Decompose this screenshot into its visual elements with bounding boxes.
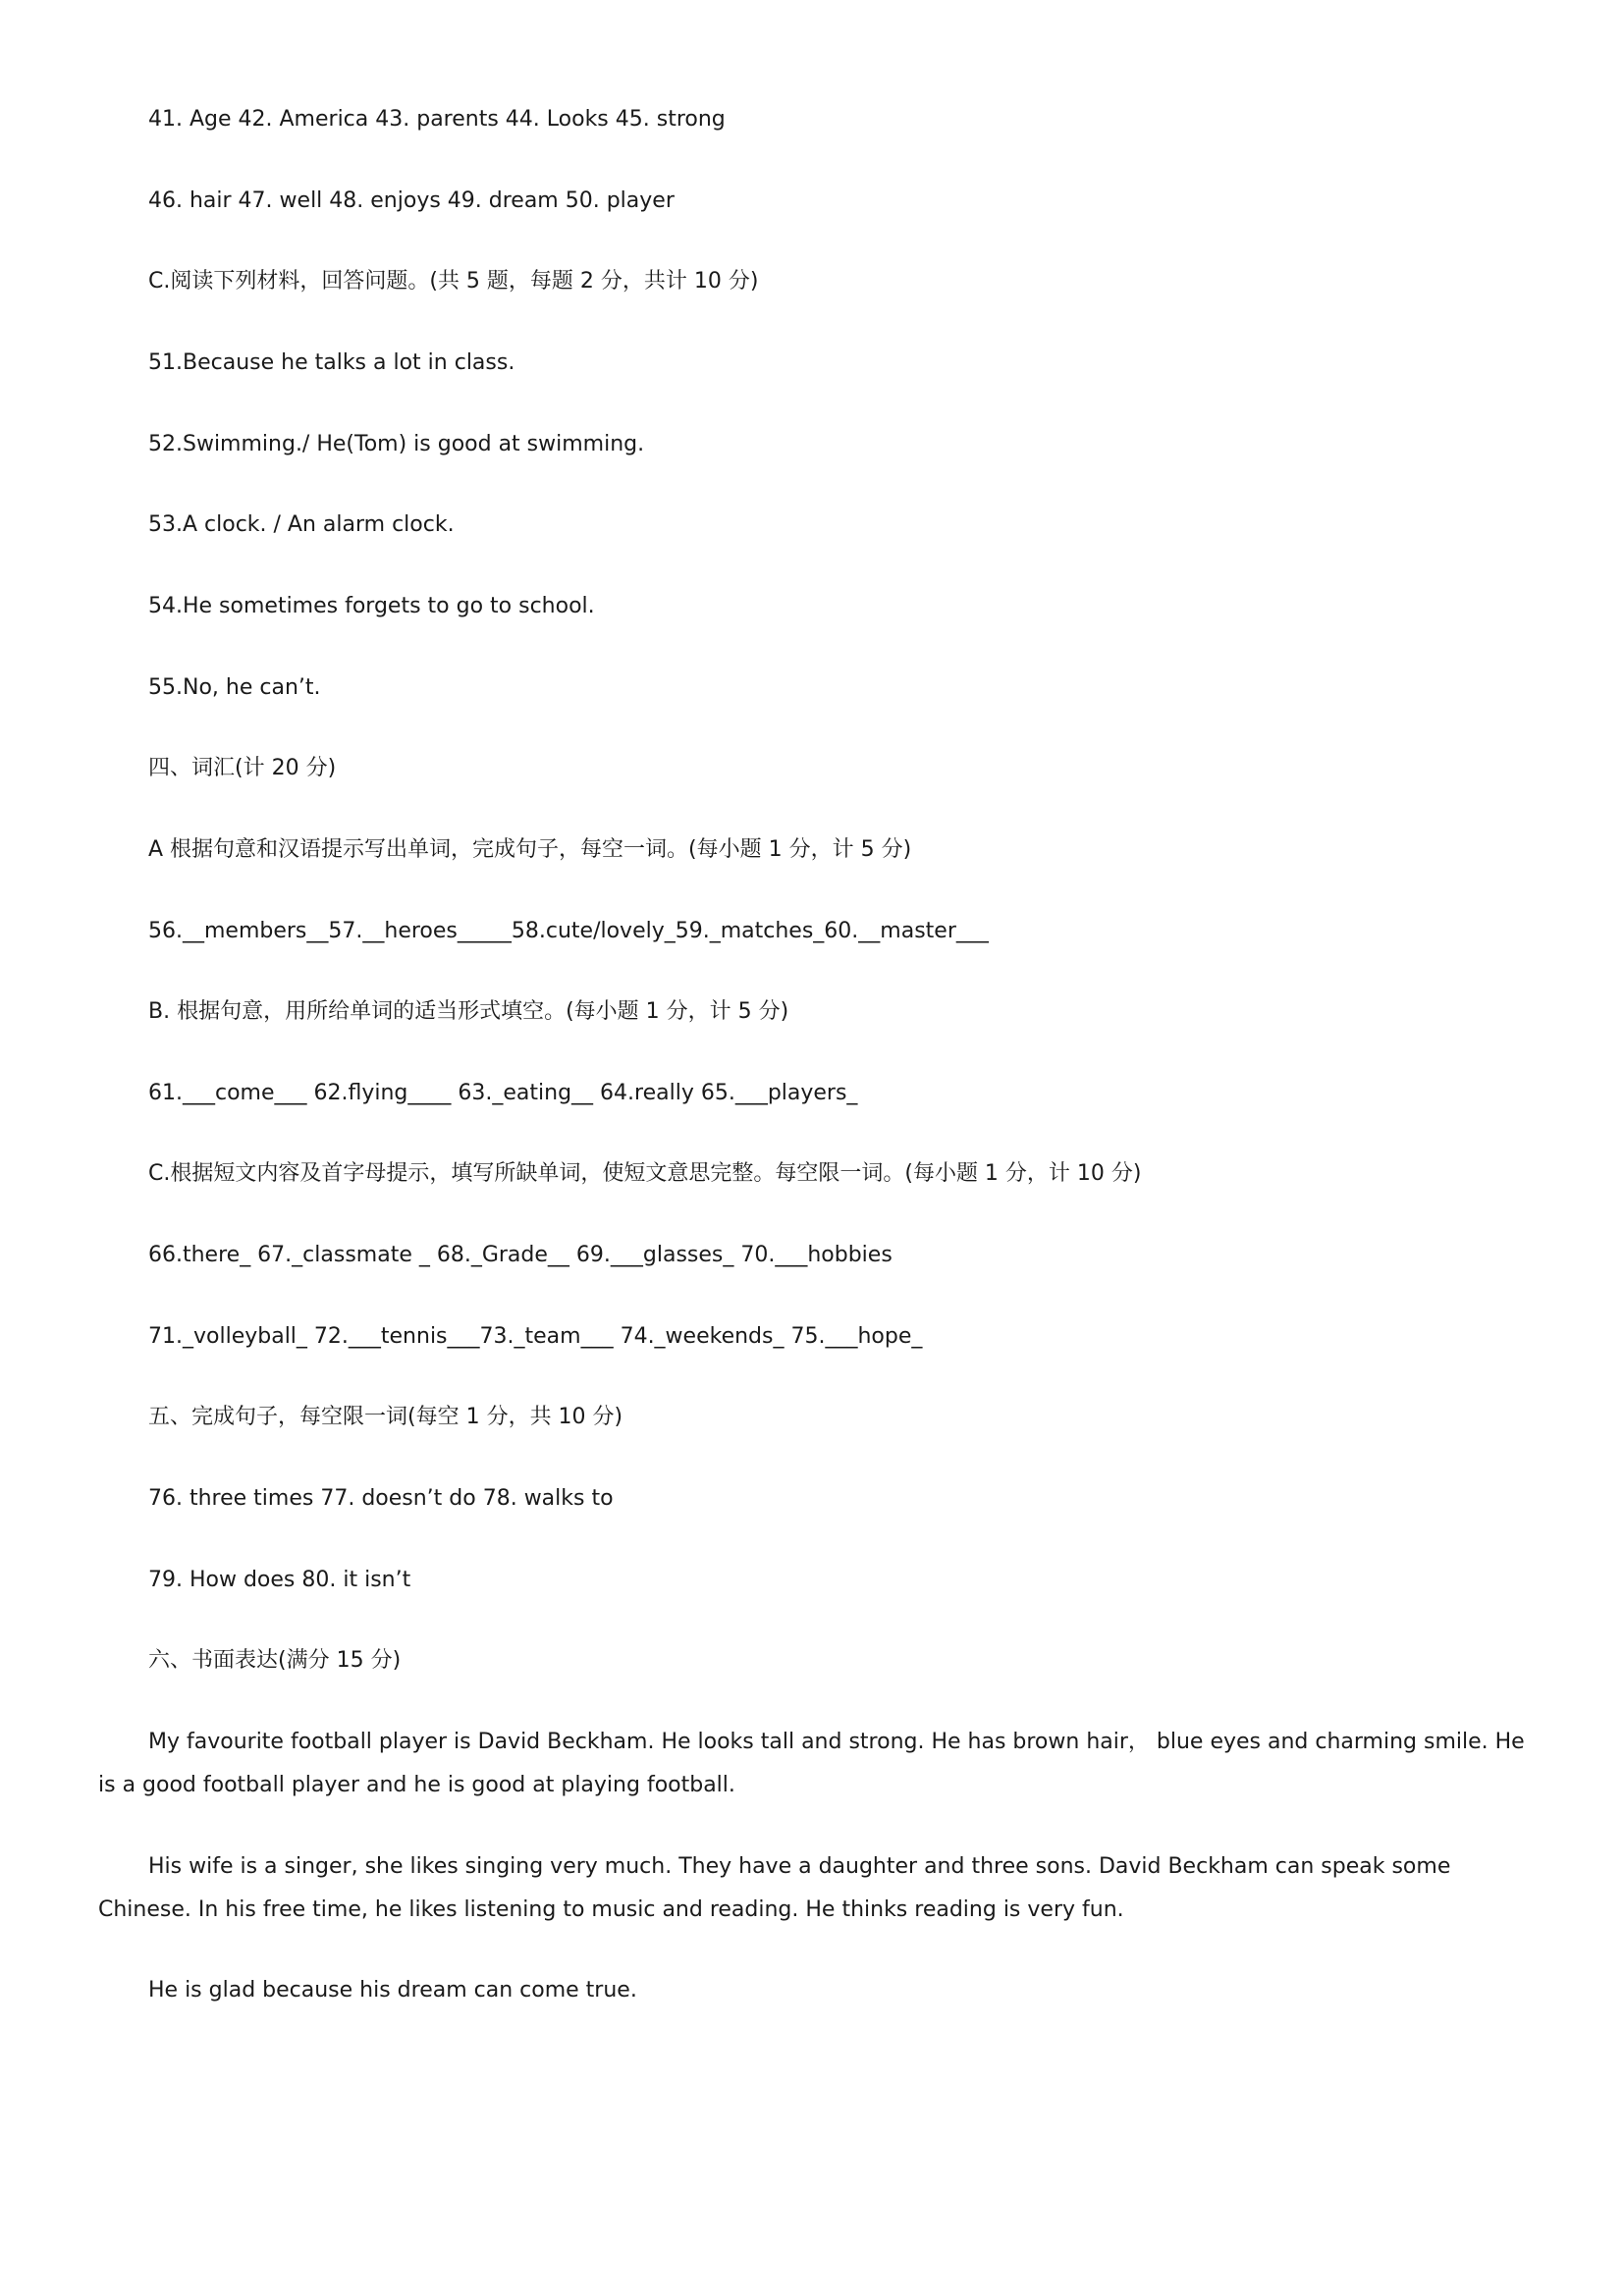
section-6-writing-heading: 六、书面表达(满分 15 分) [148,1648,402,1673]
answers-71-75: 71._volleyball_ 72.___tennis___73._team___ 74._weekends_ 75.___hope_ [148,1324,923,1349]
essay-paragraph-2: His wife is a singer, she likes singing very much. They have a daughter and three sons. David Beckham can speak some Chinese. In his free time, he likes listening to music and reading. He thinks reading is very fun. [98,1854,1451,1922]
section-5-heading: 五、完成句子，每空限一词(每空 1 分，共 10 分) [148,1405,623,1429]
answers-66-70: 66.there_ 67._classmate _ 68._Grade__ 69.___glasses_ 70.___hobbies [148,1243,893,1267]
answers-79-80: 79. How does 80. it isn’t [148,1568,411,1592]
answer-51: 51.Because he talks a lot in class. [148,350,515,375]
answers-56-60: 56.__members__57.__heroes_____58.cute/lovely_59._matches_60.__master___ [148,919,989,943]
essay-paragraph-1: My favourite football player is David Beckham. He looks tall and strong. He has brown hair， blue eyes and charming smile. He is a good football player and he is good at playing football. [98,1730,1525,1797]
part-b-instructions: B. 根据句意，用所给单词的适当形式填空。(每小题 1 分，计 5 分) [148,999,789,1024]
answer-55: 55.No, he can’t. [148,675,321,700]
section-4-vocabulary-heading: 四、词汇(计 20 分) [148,756,337,780]
section-c-reading-heading: C.阅读下列材料，回答问题。(共 5 题，每题 2 分，共计 10 分) [148,269,759,294]
answer-54: 54.He sometimes forgets to go to school. [148,594,595,618]
answers-76-78: 76. three times 77. doesn’t do 78. walks to [148,1486,614,1511]
answer-52: 52.Swimming./ He(Tom) is good at swimming. [148,432,645,456]
essay-paragraph-3: He is glad because his dream can come true. [148,1978,637,2002]
answers-61-65: 61.___come___ 62.flying____ 63._eating__ 64.really 65.___players_ [148,1081,858,1105]
answer-53: 53.A clock. / An alarm clock. [148,512,455,537]
answers-46-50: 46. hair 47. well 48. enjoys 49. dream 50. player [148,188,675,213]
answers-41-45: 41. Age 42. America 43. parents 44. Looks 45. strong [148,107,726,132]
part-a-instructions: A 根据句意和汉语提示写出单词，完成句子，每空一词。(每小题 1 分，计 5 分) [148,837,912,862]
part-c-instructions: C.根据短文内容及首字母提示，填写所缺单词，使短文意思完整。每空限一词。(每小题 1 分，计 10 分) [148,1161,1142,1186]
